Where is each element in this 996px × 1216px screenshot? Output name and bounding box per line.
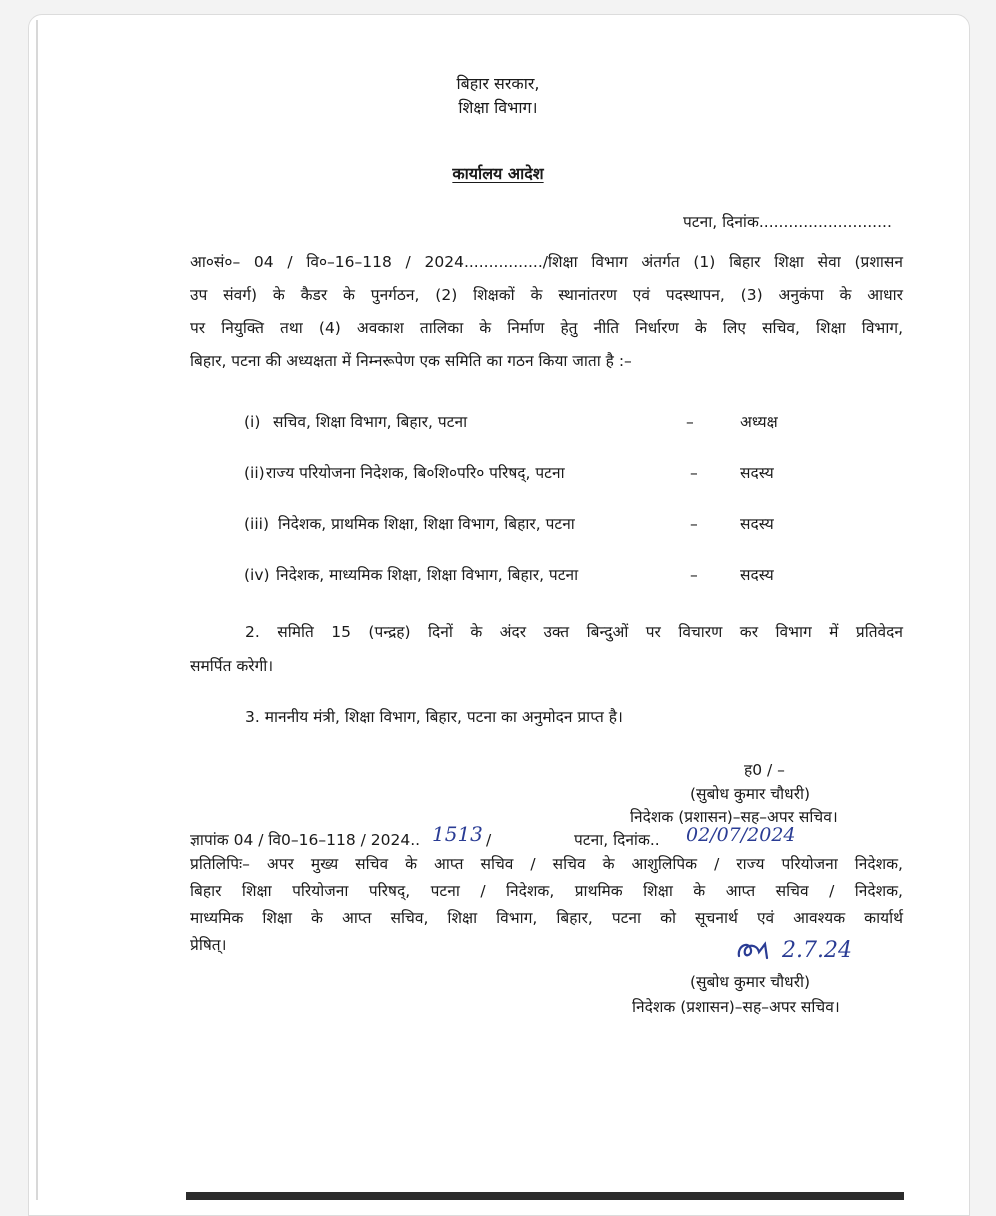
- order-line-3: पर नियुक्ति तथा (4) अवकाश तालिका के निर्माण हेतु नीति निर्धारण के लिए सचिव, शिक्षा विभाग,: [190, 319, 903, 337]
- copy-line-4: प्रेषित्।: [190, 936, 227, 954]
- committee-role: सदस्य: [740, 515, 774, 533]
- committee-dash: –: [690, 464, 698, 482]
- committee-dash: –: [690, 515, 698, 533]
- copy-line-1: प्रतिलिपिः– अपर मुख्य सचिव के आप्त सचिव / सचिव के आशुलिपिक / राज्य परियोजना निदेशक,: [190, 855, 903, 873]
- signatory-name-2: (सुबोध कुमार चौधरी): [690, 973, 811, 991]
- signatory-name: (सुबोध कुमार चौधरी): [690, 785, 811, 803]
- committee-role: सदस्य: [740, 566, 774, 584]
- committee-dash: –: [686, 413, 694, 431]
- committee-name: राज्य परियोजना निदेशक, बि०शि०परि० परिषद्, पटना: [266, 464, 565, 482]
- handwritten-initials: 2.7.24: [735, 936, 852, 966]
- initials-scribble-icon: [735, 936, 775, 966]
- signatory-designation-2: निदेशक (प्रशासन)–सह–अपर सचिव।: [632, 998, 840, 1016]
- bottom-edge-bar: [186, 1192, 904, 1200]
- point-2-line-2: समर्पित करेगी।: [190, 657, 274, 675]
- committee-num: (iii): [244, 515, 270, 533]
- memo-number-suffix: /: [486, 831, 492, 849]
- committee-name: निदेशक, माध्यमिक शिक्षा, शिक्षा विभाग, बिहार, पटना: [276, 566, 579, 584]
- document-title: कार्यालय आदेश: [452, 164, 544, 183]
- committee-role: अध्यक्ष: [740, 413, 778, 431]
- date-line: पटना, दिनांक...........................: [683, 213, 892, 231]
- memo-number-handwritten: 1513: [432, 822, 483, 846]
- order-paragraph: [190, 246, 903, 378]
- point-3: 3. माननीय मंत्री, शिक्षा विभाग, बिहार, पटना का अनुमोदन प्राप्त है।: [245, 708, 623, 726]
- committee-num: (iv): [244, 566, 270, 584]
- signatory-designation: निदेशक (प्रशासन)–सह–अपर सचिव।: [630, 808, 838, 826]
- point-2-line-1: 2. समिति 15 (पन्द्रह) दिनों के अंदर उक्त बिन्दुओं पर विचारण कर विभाग में प्रतिवेदन: [245, 623, 903, 641]
- committee-name: सचिव, शिक्षा विभाग, बिहार, पटना: [273, 413, 468, 431]
- committee-name: निदेशक, प्राथमिक शिक्षा, शिक्षा विभाग, बिहार, पटना: [278, 515, 575, 533]
- copy-line-3: माध्यमिक शिक्षा के आप्त सचिव, शिक्षा विभाग, बिहार, पटना को सूचनार्थ एवं आवश्यक कार्यार्थ: [190, 909, 903, 927]
- order-line-4: बिहार, पटना की अध्यक्षता में निम्नरूपेण एक समिति का गठन किया जाता है :–: [190, 352, 632, 370]
- signed-mark: ह0 / –: [744, 761, 785, 779]
- point-2: [245, 616, 903, 649]
- memo-date-prefix: पटना, दिनांक..: [574, 831, 660, 849]
- header-department: शिक्षा विभाग।: [458, 98, 538, 117]
- committee-role: सदस्य: [740, 464, 774, 482]
- committee-num: (ii): [244, 464, 265, 482]
- committee-dash: –: [690, 566, 698, 584]
- order-line-1: आ०सं०– 04 / वि०–16–118 / 2024................/शिक्षा विभाग अंतर्गत (1) बिहार शिक्षा सेवा (प्रशासन: [190, 253, 903, 271]
- page-frame: [28, 14, 970, 1216]
- paper-edge: [36, 20, 38, 1200]
- memo-number-prefix: ज्ञापांक 04 / वि0–16–118 / 2024..: [190, 831, 421, 849]
- committee-num: (i): [244, 413, 261, 431]
- header-government: बिहार सरकार,: [456, 74, 540, 93]
- memo-date-handwritten: 02/07/2024: [686, 824, 796, 846]
- order-line-2: उप संवर्ग) के कैडर के पुनर्गठन, (2) शिक्षकों के स्थानांतरण एवं पदस्थापन, (3) अनुकंपा के आधार: [190, 286, 903, 304]
- copy-line-2: बिहार शिक्षा परियोजना परिषद्, पटना / निदेशक, प्राथमिक शिक्षा के आप्त सचिव / निदेशक,: [190, 882, 903, 900]
